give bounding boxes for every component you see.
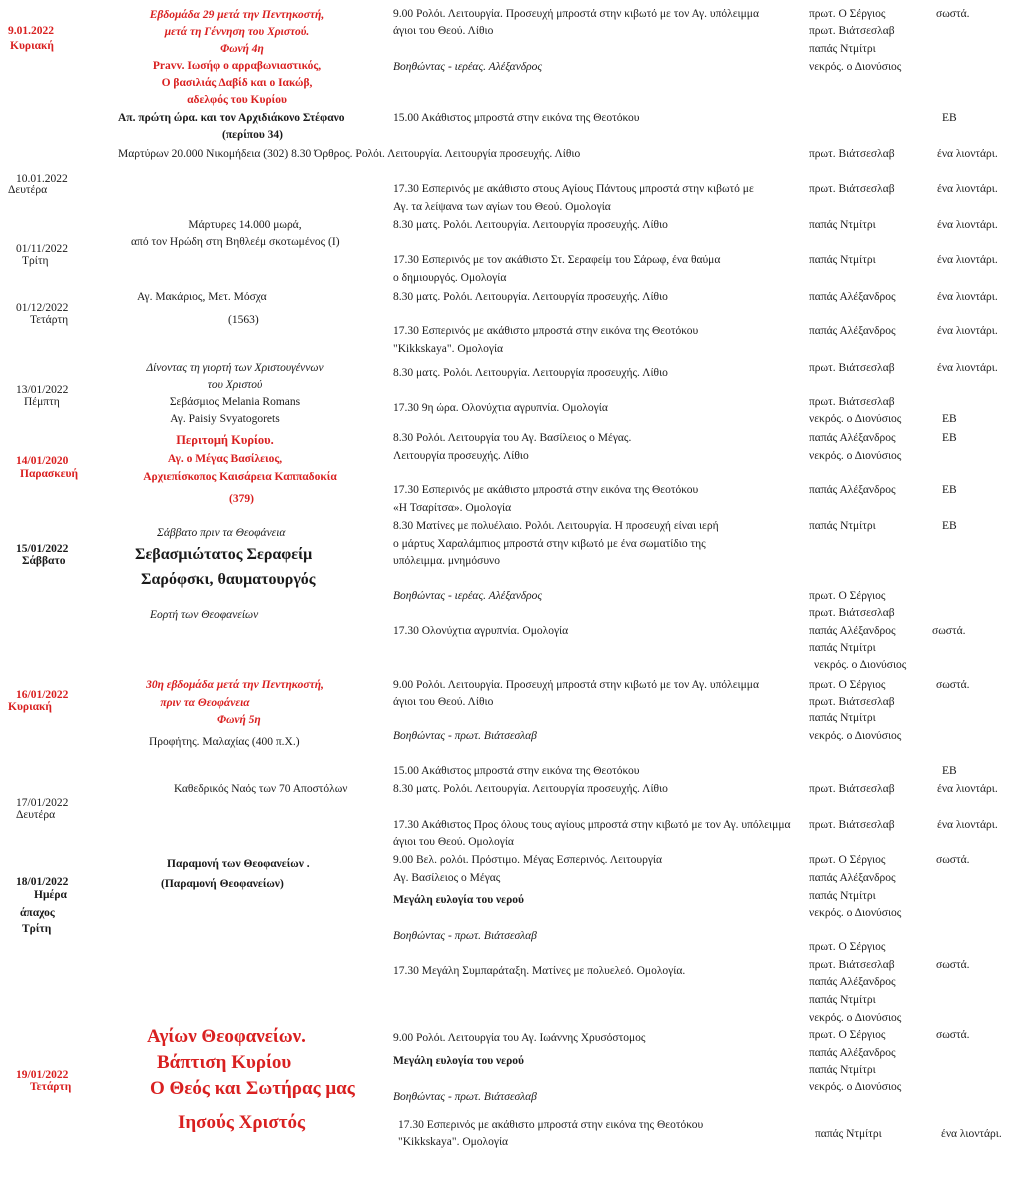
clergy-name: πρωτ. Βιάτσεσλαβ: [809, 396, 895, 408]
clergy-name: πρωτ. Βιάτσεσλαβ: [809, 819, 895, 831]
service-note: ένα λιοντάρι.: [937, 325, 998, 337]
clergy-name: παπάς Ντμίτρι: [809, 43, 876, 55]
clergy-name: παπάς Αλέξανδρος: [809, 325, 896, 337]
service-text: ο μάρτυς Χαραλάμπιος μπροστά στην κιβωτό με ένα σωματίδιο της: [393, 538, 706, 550]
service-note: ΕΒ: [942, 413, 957, 425]
clergy-name: πρωτ. Ο Σέργιος: [809, 8, 886, 20]
service-note: σωστά.: [936, 8, 970, 20]
service-text: Αγ. Βασίλειος ο Μέγας: [393, 872, 501, 884]
service-text: 17.30 Εσπερινός με ακάθιστο μπροστά στην εικόνα της Θεοτόκου: [393, 325, 699, 337]
service-text: 17.30 Ολονύχτια αγρυπνία. Ομολογία: [393, 625, 569, 637]
clergy-name: παπάς Ντμίτρι: [809, 1064, 876, 1076]
service-text: "Kikkskaya". Ομολογία: [393, 343, 504, 355]
day-weekday: Τετάρτη: [30, 1081, 72, 1093]
service-note: ένα λιοντάρι.: [937, 819, 998, 831]
service-text: «Η Τσαρίτσα». Ομολογία: [393, 502, 512, 514]
day-weekday: Δευτέρα: [8, 184, 48, 196]
clergy-name: παπάς Αλέξανδρος: [809, 1047, 896, 1059]
service-text: "Kikkskaya". Ομολογία: [398, 1136, 509, 1148]
service-text: 8.30 ματς. Ρολόι. Λειτουργία. Λειτουργία προσευχής. Λίθιο: [393, 219, 668, 231]
clergy-name: πρωτ. Βιάτσεσλαβ: [809, 362, 895, 374]
feast-line: Σεβάσμιος Melania Romans: [169, 396, 301, 408]
clergy-name: νεκρός. ο Διονύσιος: [809, 1081, 902, 1093]
clergy-name: πρωτ. Βιάτσεσλαβ: [809, 696, 895, 708]
clergy-name: πρωτ. Ο Σέργιος: [809, 679, 886, 691]
clergy-name: νεκρός. ο Διονύσιος: [809, 61, 902, 73]
service-note: ένα λιοντάρι.: [937, 362, 998, 374]
service-text: 9.00 Ρολόι. Λειτουργία του Αγ. Ιωάννης Χρυσόστομος: [393, 1032, 646, 1044]
day-weekday: Δευτέρα: [16, 809, 56, 821]
feast-line: Αγ. Μακάριος, Μετ. Μόσχα: [137, 291, 267, 303]
service-note: ένα λιοντάρι.: [937, 783, 998, 795]
feast-line: Καθεδρικός Ναός των 70 Αποστόλων: [174, 783, 348, 795]
feast-line: (379): [229, 493, 254, 505]
service-text: 9.00 Ρολόι. Λειτουργία. Προσευχή μπροστά στην κιβωτό με τον Αγ. υπόλειμμα: [393, 8, 759, 20]
day-date: 15/01/2022: [16, 543, 69, 555]
service-text: 17.30 Ακάθιστος Προς όλους τους αγίους μπροστά στην κιβωτό με τον Αγ. υπόλειμμα: [393, 819, 791, 831]
service-note: ένα λιοντάρι.: [941, 1128, 1002, 1140]
assisting-note: Βοηθώντας - πρωτ. Βιάτσεσλαβ: [393, 730, 537, 742]
service-text: υπόλειμμα. μνημόσυνο: [393, 555, 500, 567]
service-text: 17.30 Εσπερινός με ακάθιστο στους Αγίους Πάντους μπροστά στην κιβωτό με: [393, 183, 754, 195]
service-text: 17.30 Εσπερινός με τον ακάθιστο Στ. Σεραφείμ του Σάρωφ, ένα θαύμα: [393, 254, 721, 266]
service-text: ο δημιουργός. Ομολογία: [393, 272, 507, 284]
service-text: Μεγάλη ευλογία του νερού: [393, 894, 524, 906]
service-text: άγιοι του Θεού. Λίθιο: [393, 25, 494, 37]
service-text: 15.00 Ακάθιστος μπροστά στην εικόνα της Θεοτόκου: [393, 112, 640, 124]
day-date: 19/01/2022: [16, 1069, 69, 1081]
service-text: 8.30 ματς. Ρολόι. Λειτουργία. Λειτουργία προσευχής. Λίθιο: [393, 783, 668, 795]
feast-line: του Χριστού: [207, 379, 263, 391]
day-weekday: Κυριακή: [10, 40, 54, 52]
day-date: 9.01.2022: [8, 25, 54, 37]
feast-title: Ο Θεός και Σωτήρας μας: [150, 1078, 355, 1099]
clergy-name: παπάς Ντμίτρι: [809, 712, 876, 724]
day-weekday: Κυριακή: [8, 701, 52, 713]
feast-line: Μάρτυρες 14.000 μωρά,: [188, 219, 302, 231]
feast-line: Pravv. Ιωσήφ ο αρραβωνιαστικός,: [152, 60, 322, 72]
feast-line: Εορτή των Θεοφανείων: [150, 609, 259, 621]
clergy-name: παπάς Ντμίτρι: [815, 1128, 882, 1140]
service-note: σωστά.: [936, 679, 970, 691]
feast-line: Φωνή 4η: [220, 43, 264, 55]
clergy-name: παπάς Ντμίτρι: [809, 994, 876, 1006]
day-weekday: Τετάρτη: [30, 314, 69, 326]
clergy-name: παπάς Αλέξανδρος: [809, 484, 896, 496]
service-note: ΕΒ: [942, 112, 957, 124]
service-note: ένα λιοντάρι.: [937, 291, 998, 303]
service-note: σωστά.: [936, 1029, 970, 1041]
service-text: άγιοι του Θεού. Ομολογία: [393, 836, 514, 848]
clergy-name: παπάς Αλέξανδρος: [809, 976, 896, 988]
clergy-name: νεκρός. ο Διονύσιος: [809, 907, 902, 919]
day-date: 01/11/2022: [16, 243, 68, 255]
clergy-name: πρωτ. Ο Σέργιος: [809, 590, 886, 602]
feast-line: Απ. πρώτη ώρα. και τον Αρχιδιάκονο Στέφανο: [118, 112, 345, 124]
day-weekday: Τρίτη: [22, 923, 52, 935]
service-text: 17.30 9η ώρα. Ολονύχτια αγρυπνία. Ομολογία: [393, 402, 608, 414]
clergy-name: νεκρός. ο Διονύσιος: [809, 450, 902, 462]
feast-line: Εβδομάδα 29 μετά την Πεντηκοστή,: [149, 9, 325, 21]
feast-title: Βάπτιση Κυρίου: [157, 1052, 292, 1073]
clergy-name: πρωτ. Βιάτσεσλαβ: [809, 25, 895, 37]
day-date: 18/01/2022: [16, 876, 69, 888]
feast-line: μετά τη Γέννηση του Χριστού.: [164, 26, 310, 38]
day-weekday: Παρασκευή: [20, 468, 78, 480]
service-text: 9.00 Βελ. ρολόι. Πρόστιμο. Μέγας Εσπερινός. Λειτουργία: [393, 854, 663, 866]
feast-title: Σαρόφσκι, θαυματουργός: [141, 571, 316, 588]
clergy-name: νεκρός. ο Διονύσιος: [809, 413, 902, 425]
day-weekday: άπαχος: [20, 907, 55, 919]
service-note: ΕΒ: [942, 765, 957, 777]
clergy-name: πρωτ. Ο Σέργιος: [809, 854, 886, 866]
clergy-name: πρωτ. Ο Σέργιος: [809, 941, 886, 953]
feast-line: Σάββατο πριν τα Θεοφάνεια: [157, 527, 286, 539]
service-text: 8.30 Ρολόι. Λειτουργία του Αγ. Βασίλειος ο Μέγας.: [393, 432, 632, 444]
feast-title: Σεβασμιώτατος Σεραφείμ: [135, 546, 313, 563]
service-text: 17.30 Εσπερινός με ακάθιστο μπροστά στην εικόνα της Θεοτόκου: [393, 484, 699, 496]
day-date: 01/12/2022: [16, 302, 69, 314]
service-text: 17.30 Μεγάλη Συμπαράταξη. Ματίνες με πολυελεό. Ομολογία.: [393, 965, 686, 977]
day-date: 16/01/2022: [16, 689, 69, 701]
feast-title: Ιησούς Χριστός: [178, 1112, 306, 1133]
service-note: ένα λιοντάρι.: [937, 219, 998, 231]
feast-line: από τον Ηρώδη στη Βηθλεέμ σκοτωμένος (Ι): [131, 236, 340, 248]
feast-line: Μαρτύρων 20.000 Νικομήδεια (302) 8.30 Όρθρος. Ρολόι. Λειτουργία. Λειτουργία προσευχής. Λίθιο: [118, 148, 581, 160]
clergy-name: πρωτ. Βιάτσεσλαβ: [809, 148, 895, 160]
clergy-name: πρωτ. Ο Σέργιος: [809, 1029, 886, 1041]
assisting-note: Βοηθώντας - πρωτ. Βιάτσεσλαβ: [393, 1091, 537, 1103]
service-text: Αγ. τα λείψανα των αγίων του Θεού. Ομολογία: [393, 201, 611, 213]
clergy-name: νεκρός. ο Διονύσιος: [809, 730, 902, 742]
clergy-name: νεκρός. ο Διονύσιος: [809, 1012, 902, 1024]
day-weekday: Τρίτη: [22, 255, 49, 267]
day-date: 14/01/2020: [16, 455, 69, 467]
feast-line: (περίπου 34): [222, 129, 283, 141]
feast-line: πριν τα Θεοφάνεια: [160, 697, 250, 709]
day-weekday: Σάββατο: [22, 555, 66, 567]
assisting-note: Βοηθώντας - πρωτ. Βιάτσεσλαβ: [393, 930, 537, 942]
clergy-name: πρωτ. Βιάτσεσλαβ: [809, 783, 895, 795]
day-date: 17/01/2022: [16, 797, 69, 809]
day-weekday: Πέμπτη: [24, 396, 60, 408]
service-text: 17.30 Εσπερινός με ακάθιστο μπροστά στην εικόνα της Θεοτόκου: [398, 1119, 704, 1131]
clergy-name: παπάς Ντμίτρι: [809, 219, 876, 231]
day-date: 10.01.2022: [16, 173, 68, 185]
service-text: Λειτουργία προσευχής. Λίθιο: [393, 450, 529, 462]
clergy-name: παπάς Αλέξανδρος: [809, 432, 896, 444]
clergy-name: παπάς Αλέξανδρος: [809, 291, 896, 303]
day-weekday: Ημέρα: [34, 889, 67, 901]
feast-line: Περιτομή Κυρίου.: [176, 433, 274, 447]
clergy-name: παπάς Ντμίτρι: [809, 642, 876, 654]
service-note: σωστά.: [936, 854, 970, 866]
clergy-name: πρωτ. Βιάτσεσλαβ: [809, 183, 895, 195]
clergy-name: παπάς Αλέξανδρος: [809, 872, 896, 884]
service-note: ένα λιοντάρι.: [937, 254, 998, 266]
service-text: 8.30 Ματίνες με πολυέλαιο. Ρολόι. Λειτουργία. Η προσευχή είναι ιερή: [393, 520, 719, 532]
feast-line: (Παραμονή Θεοφανείων): [161, 878, 284, 890]
service-text: 8.30 ματς. Ρολόι. Λειτουργία. Λειτουργία προσευχής. Λίθιο: [393, 367, 668, 379]
service-text: 8.30 ματς. Ρολόι. Λειτουργία. Λειτουργία προσευχής. Λίθιο: [393, 291, 668, 303]
service-note: σωστά.: [936, 959, 970, 971]
service-note: ένα λιοντάρι.: [937, 183, 998, 195]
service-text: 15.00 Ακάθιστος μπροστά στην εικόνα της Θεοτόκου: [393, 765, 640, 777]
service-text: 9.00 Ρολόι. Λειτουργία. Προσευχή μπροστά στην κιβωτό με τον Αγ. υπόλειμμα: [393, 679, 759, 691]
clergy-name: παπάς Ντμίτρι: [809, 890, 876, 902]
service-note: σωστά.: [932, 625, 966, 637]
feast-line: Ο βασιλιάς Δαβίδ και ο Ιακώβ,: [161, 77, 313, 89]
service-text: Μεγάλη ευλογία του νερού: [393, 1055, 524, 1067]
clergy-name: πρωτ. Βιάτσεσλαβ: [809, 607, 895, 619]
day-date: 13/01/2022: [16, 384, 69, 396]
clergy-name: παπάς Αλέξανδρος: [809, 625, 896, 637]
assisting-note: Βοηθώντας - ιερέας. Αλέξανδρος: [393, 61, 543, 73]
feast-line: 30η εβδομάδα μετά την Πεντηκοστή,: [146, 679, 324, 691]
clergy-name: νεκρός. ο Διονύσιος: [814, 659, 907, 671]
feast-line: Αγ. ο Μέγας Βασίλειος,: [167, 453, 283, 465]
feast-line: Αρχιεπίσκοπος Καισάρεια Καππαδοκία: [143, 471, 337, 483]
feast-line: Φωνή 5η: [217, 714, 261, 726]
service-note: ΕΒ: [942, 484, 957, 496]
clergy-name: πρωτ. Βιάτσεσλαβ: [809, 959, 895, 971]
feast-line: Αγ. Paisiy Svyatogorets: [170, 413, 280, 425]
feast-line: Δίνοντας τη γιορτή των Χριστουγέννων: [146, 362, 324, 374]
feast-line: Προφήτης. Μαλαχίας (400 π.Χ.): [149, 736, 300, 748]
service-note: ΕΒ: [942, 520, 957, 532]
feast-line: αδελφός του Κυρίου: [187, 94, 287, 106]
feast-line: Παραμονή των Θεοφανείων .: [167, 858, 310, 870]
feast-line: (1563): [228, 314, 259, 326]
assisting-note: Βοηθώντας - ιερέας. Αλέξανδρος: [393, 590, 543, 602]
clergy-name: παπάς Ντμίτρι: [809, 520, 876, 532]
feast-title: Αγίων Θεοφανείων.: [147, 1026, 306, 1047]
service-text: άγιοι του Θεού. Λίθιο: [393, 696, 494, 708]
clergy-name: παπάς Ντμίτρι: [809, 254, 876, 266]
service-note: ένα λιοντάρι.: [937, 148, 998, 160]
service-note: ΕΒ: [942, 432, 957, 444]
